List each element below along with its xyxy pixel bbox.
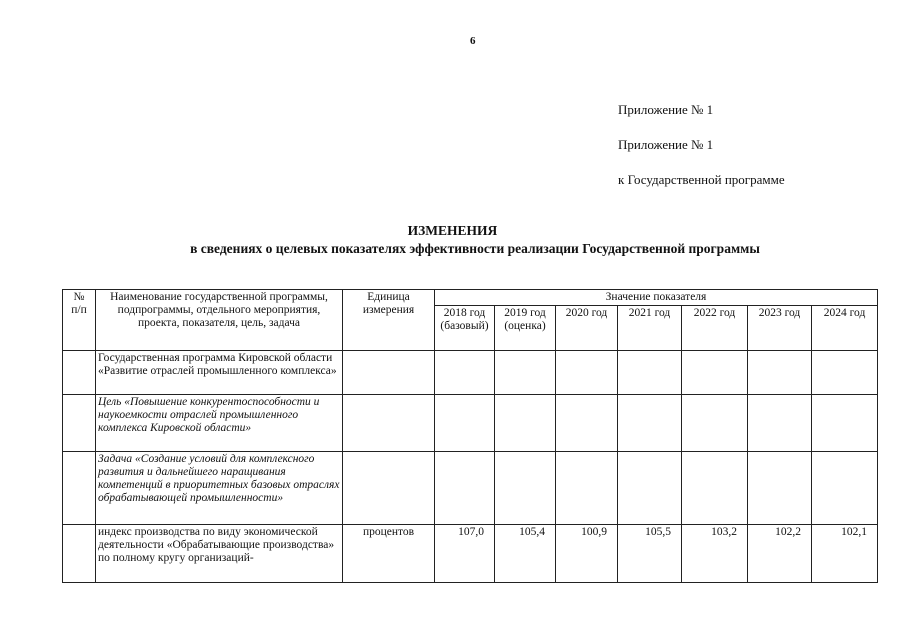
value-cell: 100,9 — [556, 525, 618, 583]
table-row — [63, 351, 878, 395]
appendix-line-1: Приложение № 1 — [618, 102, 714, 117]
header-year-2022: 2022 год — [682, 306, 748, 351]
row-name: Государственная программа Кировской области «Развитие отраслей промышленного комплекса» — [96, 351, 343, 395]
row-name: индекс производства по виду экономической деятельности «Обрабатывающие производства» по полному кругу организаций- — [96, 525, 343, 583]
document-subtitle: в сведениях о целевых показателях эффективности реализации Государственной программы — [190, 241, 760, 256]
table-row — [63, 525, 878, 583]
header-name: Наименование государственной программы, подпрограммы, отдельного мероприятия, проекта, показателя, цель, задача — [96, 290, 343, 351]
document-title: ИЗМЕНЕНИЯ — [407, 223, 498, 238]
header-year-2021: 2021 год — [618, 306, 682, 351]
header-year-2018: 2018 год (базовый) — [435, 306, 495, 351]
header-year-2020: 2020 год — [556, 306, 618, 351]
row-unit — [343, 452, 435, 525]
table-row — [63, 395, 878, 452]
appendix-line-3: к Государственной программе — [618, 172, 785, 187]
row-unit — [343, 351, 435, 395]
value-cell: 103,2 — [682, 525, 748, 583]
row-unit — [343, 395, 435, 452]
row-name: Задача «Создание условий для комплексного развития и дальнейшего наращивания компетенций в приоритетных базовых отраслях обрабатывающей промышленности» — [96, 452, 343, 525]
value-cell: 105,4 — [495, 525, 556, 583]
appendix-line-2: Приложение № 1 — [618, 137, 714, 152]
table-row — [63, 452, 878, 525]
header-year-2023: 2023 год — [748, 306, 812, 351]
value-cell: 102,1 — [812, 525, 878, 583]
header-row — [63, 290, 878, 306]
header-num: № п/п — [63, 290, 96, 351]
header-year-2024: 2024 год — [812, 306, 878, 351]
page-number: 6 — [470, 35, 476, 47]
header-unit: Единица измерения — [343, 290, 435, 351]
indicators-table — [62, 289, 878, 583]
row-name: Цель «Повышение конкурентоспособности и наукоемкости отраслей промышленного комплекса Кировской области» — [96, 395, 343, 452]
row-unit: процентов — [343, 525, 435, 583]
header-year-2019: 2019 год (оценка) — [495, 306, 556, 351]
header-value-group: Значение показателя — [435, 290, 878, 306]
value-cell: 107,0 — [435, 525, 495, 583]
value-cell: 105,5 — [618, 525, 682, 583]
value-cell: 102,2 — [748, 525, 812, 583]
